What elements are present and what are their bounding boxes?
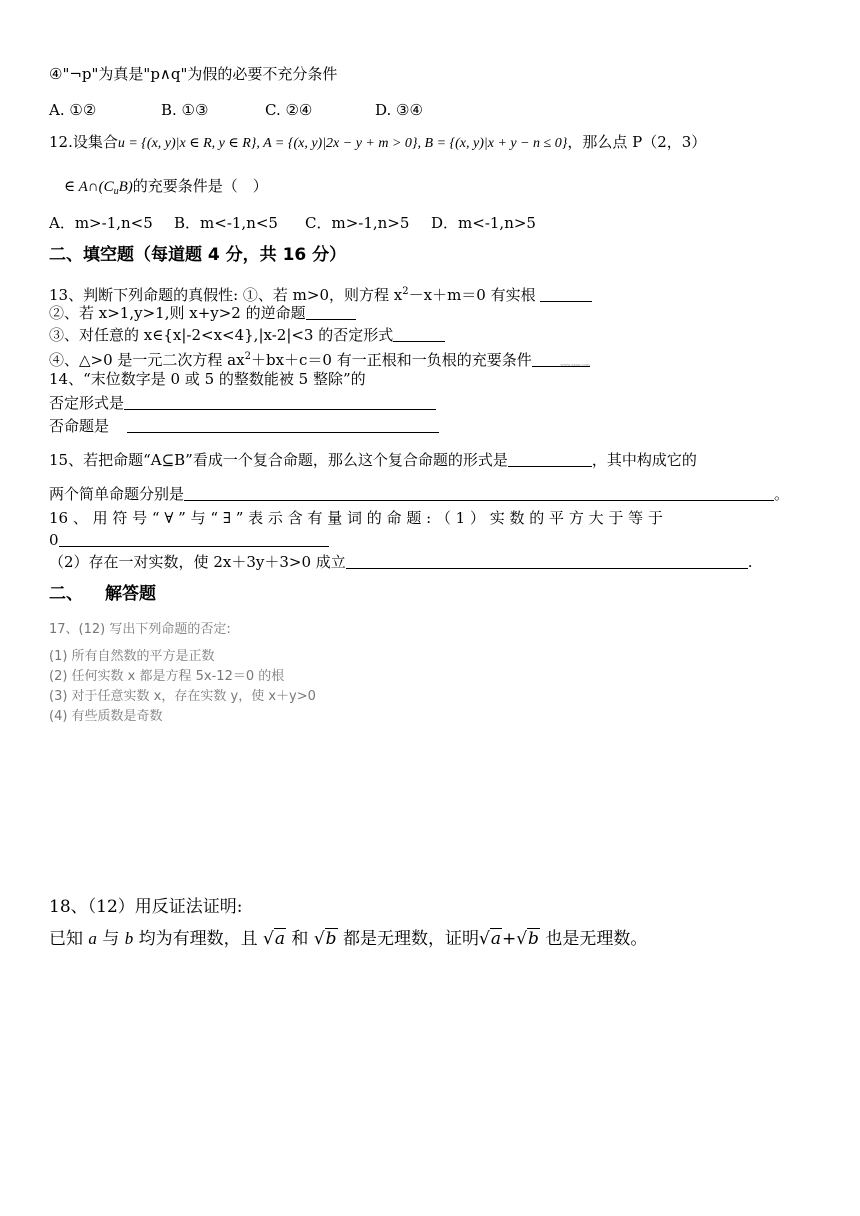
q12-options — [49, 213, 536, 233]
q16-line1: 16 、 用 符 号 “ ∀ ” 与 “ ∃ ” 表 示 含 有 量 词 的 命 题 : （ 1 ） 实 数 的 平 方 大 于 等 于 — [49, 509, 663, 527]
q13-l4-text: ④、△>0 是一元二次方程 ax — [49, 351, 245, 369]
q13-l1-sup: 2 — [402, 286, 409, 297]
sqrt-a-2-radicand: a — [490, 929, 501, 949]
q11-item4: ④"¬p"为真是"p∧q"为假的必要不充分条件 — [49, 65, 338, 83]
q12-stem-a: 12.设集合 — [49, 133, 118, 151]
q18-l2d: 和 — [291, 929, 309, 949]
q15-blank-propositions[interactable] — [184, 486, 774, 501]
q18-line1: 18、（12）用反证法证明: — [49, 897, 243, 917]
q15-l2b: 。 — [774, 485, 790, 503]
q12-option-d: D．m<-1,n>5 — [431, 214, 536, 232]
q17-item-2: (2) 任何实数 x 都是方程 5x-12＝0 的根 — [49, 669, 285, 684]
q13-blank-1[interactable] — [540, 287, 592, 302]
q16-l3a: （2）存在一对实数，使 2x＋3y＋3>0 成立 — [49, 553, 346, 571]
q13-l4-sup: 2 — [244, 351, 251, 362]
sqrt-b-radicand: b — [325, 929, 337, 949]
q13-blank-2[interactable] — [306, 305, 356, 320]
q12-cond: ∈ A∩(C — [64, 179, 114, 195]
q12-stem-b: ，那么点 P（2，3） — [567, 133, 707, 151]
q15-line2 — [49, 484, 789, 504]
q14-l3-text: 否命题是 — [49, 417, 110, 435]
q18-plus: + — [501, 929, 517, 949]
section-answer-num: 二、 — [49, 584, 83, 604]
q12-set-definitions: u = {(x, y)|x ∈ R, y ∈ R}, A = {(x, y)|2x − y + m > 0}, B = {(x, y)|x + y − n ≤ 0} — [117, 136, 568, 151]
q13-l2-text: ②、若 x>1,y>1,则 x+y>2 的逆命题 — [49, 304, 306, 322]
q13-line4 — [49, 347, 590, 370]
sqrt-b: √b — [313, 929, 337, 949]
q17-item-3: (3) 对于任意实数 x，存在实数 y，使 x＋y>0 — [49, 689, 316, 704]
q16-l2-text: 0 — [49, 531, 59, 549]
q12-cond-sub: u — [113, 186, 119, 197]
q13-l1-text: 13、判断下列命题的真假性: ①、若 m>0，则方程 x — [49, 286, 403, 304]
q18-var-a: a — [88, 929, 97, 948]
q12-stem-c: 的充要条件是（ ） — [132, 177, 268, 195]
q18-l2f: 也是无理数。 — [545, 929, 648, 949]
sqrt-a-radicand: a — [274, 929, 286, 949]
q11-option-b: B. ①③ — [161, 101, 209, 119]
q16-line3 — [49, 552, 753, 572]
q18-l2b: 与 — [102, 929, 120, 949]
section-answer-title — [49, 584, 156, 604]
q12-condition — [64, 176, 268, 202]
q11-options — [49, 100, 423, 120]
q18-l2c: 均为有理数，且 — [138, 929, 258, 949]
q11-option-d: D. ③④ — [375, 101, 423, 119]
sqrt-a: √a — [263, 929, 286, 949]
q13-line2 — [49, 303, 356, 323]
q16-l3b: . — [747, 553, 753, 571]
q15-blank-form[interactable] — [508, 452, 592, 467]
q14-line1: 14、“末位数字是 0 或 5 的整数能被 5 整除”的 — [49, 370, 366, 388]
q15-l1b: ，其中构成它的 — [591, 451, 697, 469]
q15-line1 — [49, 450, 697, 470]
q13-l3-text: ③、对任意的 x∈{x|-2<x<4},|x-2|<3 的否定形式 — [49, 326, 394, 344]
q11-option-c: C. ②④ — [265, 101, 313, 119]
q17-title: 17、(12) 写出下列命题的否定: — [49, 622, 231, 637]
q16-line2 — [49, 530, 329, 550]
sqrt-a-2: √a — [478, 929, 501, 949]
q15-l2a: 两个简单命题分别是 — [49, 485, 185, 503]
sqrt-b-2: √b — [516, 929, 539, 949]
q17-item-1: (1) 所有自然数的平方是正数 — [49, 649, 215, 664]
q14-line2 — [49, 393, 436, 413]
q13-l4-end: ＋bx＋c＝0 有一正根和一负根的充要条件 — [250, 351, 532, 369]
q13-l1-end: －x＋m＝0 有实根 — [408, 286, 536, 304]
q18-line2 — [49, 927, 647, 951]
q18-var-b: b — [124, 929, 134, 948]
q12-option-c: C．m>-1,n>5 — [305, 214, 410, 232]
q11-option-a: A. ①② — [49, 101, 97, 119]
q15-l1a: 15、若把命题“A⊆B”看成一个复合命题，那么这个复合命题的形式是 — [49, 451, 508, 469]
q13-line3 — [49, 325, 445, 345]
q14-l2-text: 否定形式是 — [49, 394, 125, 412]
q13-blank-4[interactable] — [532, 352, 590, 367]
q16-blank-2[interactable] — [346, 554, 748, 569]
q18-l2e: 都是无理数，证明 — [342, 929, 479, 949]
section-answer-text: 解答题 — [105, 584, 156, 604]
q13-line1 — [49, 282, 592, 305]
section-fill-in-title: 二、填空题（每道题 4 分，共 16 分） — [49, 245, 347, 265]
q17-item-4: (4) 有些质数是奇数 — [49, 709, 163, 724]
q12-option-a: A．m>-1,n<5 — [49, 214, 153, 232]
watermark-stamp: www.zxsx.com — [560, 362, 590, 367]
q14-blank-negation[interactable] — [124, 395, 436, 410]
q14-blank-inverse[interactable] — [127, 418, 439, 433]
q12-cond-end: B) — [118, 179, 133, 195]
q12-option-b: B．m<-1,n<5 — [174, 214, 278, 232]
q14-line3 — [49, 416, 439, 436]
q13-blank-3[interactable] — [393, 327, 445, 342]
q12-stem — [49, 132, 706, 154]
q18-l2a: 已知 — [49, 929, 83, 949]
q16-blank-1[interactable] — [59, 532, 329, 547]
sqrt-b-2-radicand: b — [528, 929, 539, 949]
